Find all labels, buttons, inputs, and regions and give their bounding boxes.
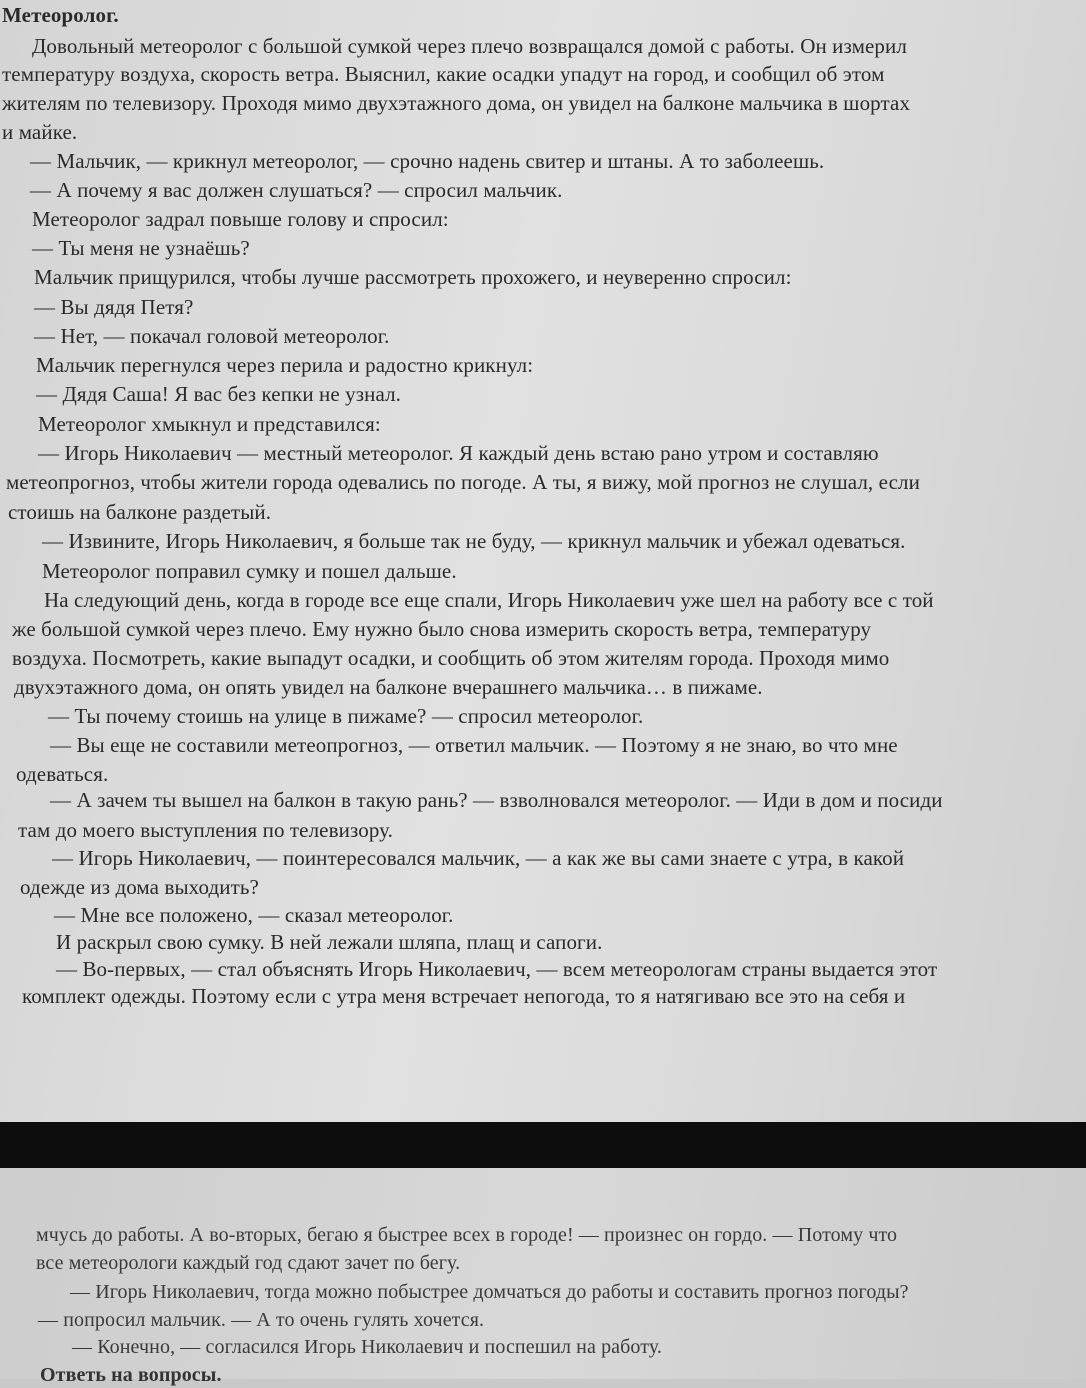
text-line: И раскрыл свою сумку. В ней лежали шляпа, плащ и сапоги. [56,930,603,954]
text-line: Метеоролог задрал повыше голову и спросил: [32,207,449,231]
text-line: — Ты меня не узнаёшь? [32,236,250,260]
text-line: На следующий день, когда в городе все еще спали, Игорь Николаевич уже шел на работу все с той [44,588,934,612]
text-line: там до моего выступления по телевизору. [18,818,393,842]
book-page-bottom [0,1168,1086,1386]
text-line: и майке. [2,120,78,144]
text-line: — Вы дядя Петя? [34,295,194,319]
questions-heading: Ответь на вопросы. [40,1364,222,1386]
text-line: — Мальчик, — крикнул метеоролог, — срочно надень свитер и штаны. А то заболеешь. [30,149,825,173]
text-line: — Конечно, — согласился Игорь Николаевич и поспешил на работу. [72,1336,663,1358]
text-line: — А зачем ты вышел на балкон в такую рань? — взволновался метеоролог. — Иди в дом и посиди [50,788,943,812]
text-line: Метеоролог поправил сумку и пошел дальше. [42,559,457,583]
text-line: — Извините, Игорь Николаевич, я больше так не буду, — крикнул мальчик и убежал одеваться. [42,529,906,553]
text-line: все метеорологи каждый год сдают зачет по бегу. [36,1252,461,1274]
text-line: — Игорь Николаевич, тогда можно побыстрее домчаться до работы и составить прогноз погоды? [70,1281,909,1303]
text-line: — Нет, — покачал головой метеоролог. [34,324,390,348]
text-line: метеопрогноз, чтобы жители города одевались по погоде. А ты, я вижу, мой прогноз не слушал, если [6,470,920,494]
text-line: — А почему я вас должен слушаться? — спросил мальчик. [30,178,563,202]
text-line: жителям по телевизору. Проходя мимо двухэтажного дома, он увидел на балконе мальчика в шортах [2,91,911,115]
text-line: стоишь на балконе раздетый. [8,500,272,524]
text-line: Мальчик перегнулся через перила и радостно крикнул: [36,353,534,377]
text-line: — Игорь Николаевич — местный метеоролог. Я каждый день встаю рано утром и составляю [38,441,879,465]
text-line: Мальчик прищурился, чтобы лучше рассмотреть прохожего, и неуверенно спросил: [34,265,792,289]
text-line: — попросил мальчик. — А то очень гулять хочется. [38,1309,485,1331]
text-line: — Во-первых, — стал объяснять Игорь Николаевич, — всем метеорологам страны выдается этот [56,957,938,981]
text-line: — Вы еще не составили метеопрогноз, — ответил мальчик. — Поэтому я не знаю, во что мне [50,733,898,757]
text-line: одежде из дома выходить? [20,875,259,899]
text-line: — Мне все положено, — сказал метеоролог. [54,903,454,927]
text-line: — Дядя Саша! Я вас без кепки не узнал. [36,382,402,406]
text-line: Метеоролог хмыкнул и представился: [38,412,381,436]
text-line: воздуха. Посмотреть, какие выпадут осадки, и сообщить об этом жителям города. Проходя мимо [12,646,890,670]
page-divider [0,1122,1086,1168]
text-line: — Игорь Николаевич, — поинтересовался мальчик, — а как же вы сами знаете с утра, в какой [52,846,905,870]
text-line: одеваться. [16,762,109,786]
text-line: комплект одежды. Поэтому если с утра меня встречает непогода, то я натягиваю все это на себя и [22,984,906,1008]
text-line: мчусь до работы. А во-вторых, бегаю я быстрее всех в городе! — произнес он гордо. — Потому что [36,1224,898,1246]
text-line: же большой сумкой через плечо. Ему нужно было снова измерить скорость ветра, температуру [12,617,872,641]
text-line: температуру воздуха, скорость ветра. Выяснил, какие осадки упадут на город, и сообщил об этом [2,62,885,86]
text-line: Довольный метеоролог с большой сумкой через плечо возвращался домой с работы. Он измерил [32,34,907,58]
text-line: — Ты почему стоишь на улице в пижаме? — спросил метеоролог. [48,704,644,728]
text-line: двухэтажного дома, он опять увидел на балконе вчерашнего мальчика… в пижаме. [14,675,763,699]
story-title: Метеоролог. [2,3,119,27]
